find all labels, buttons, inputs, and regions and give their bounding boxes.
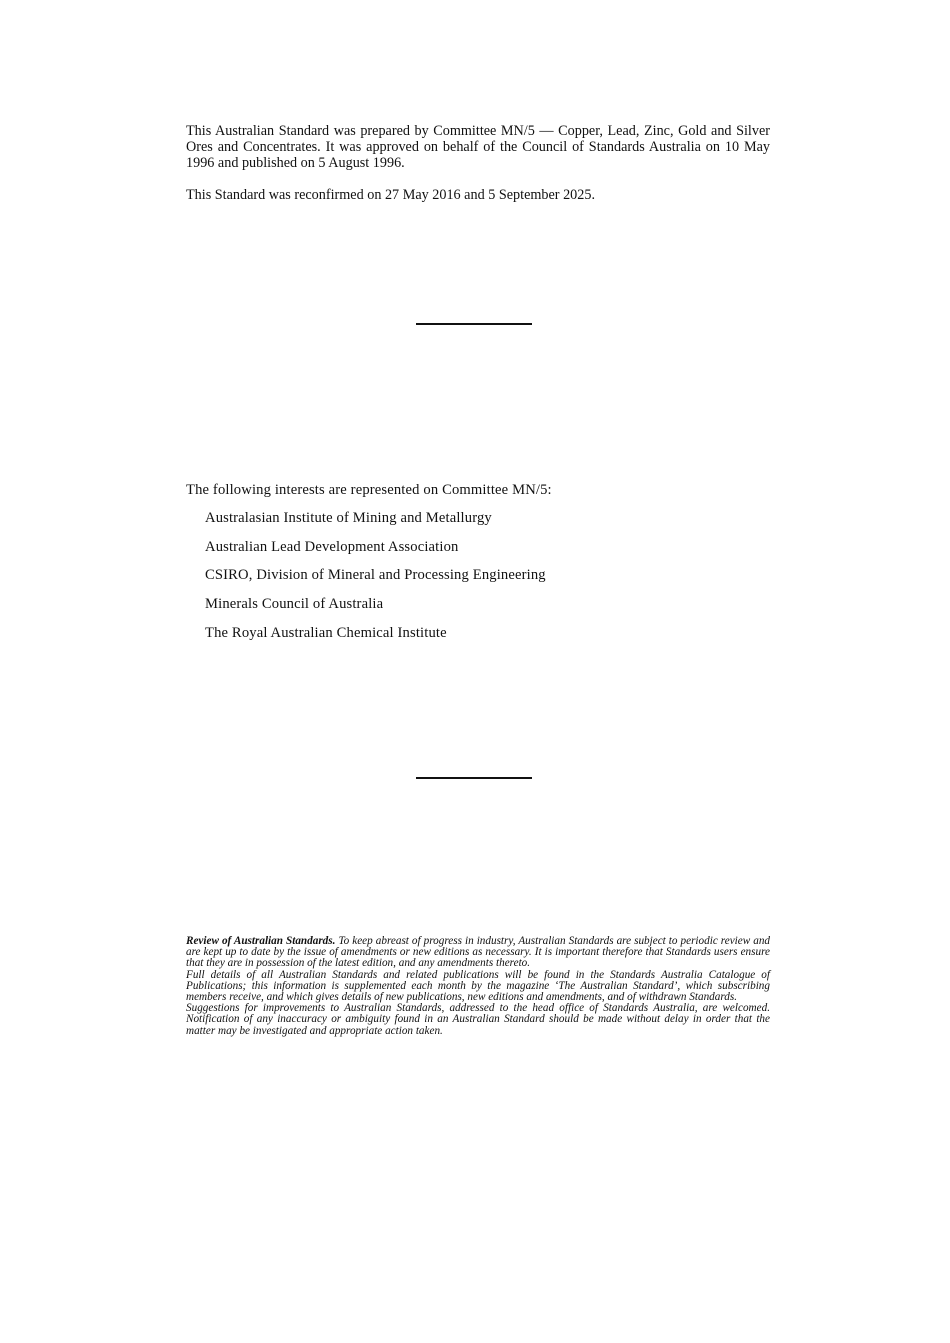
interests-heading: The following interests are represented on Committee MN/5: (186, 482, 552, 498)
preparation-statement: This Australian Standard was prepared by Committee MN/5 — Copper, Lead, Zinc, Gold and Silver Ores and Concentrates. It was approved on behalf of the Council of Standards Australia on 10 May 1996 and published on 5 August 1996. (186, 123, 770, 171)
interests-list (205, 510, 546, 653)
interest-item: The Royal Australian Chemical Institute (205, 624, 447, 641)
divider-rule-top (416, 323, 532, 325)
divider-rule-bottom (416, 777, 532, 779)
review-text-1: To keep abreast of progress in industry, Australian Standards are subject to periodic review and are kept up to date by the issue of amendments or new editions as necessary. It is important therefore that Standards users ensure that they are in possession of the latest edition, and any amendments thereto. (186, 935, 771, 970)
review-paragraph-3: Suggestions for improvements to Australian Standards, addressed to the head office of Standards Australia, are welcomed. Notification of any inaccuracy or ambiguity found in an Australian Standard should be made without delay in order that the matter may be investigated and appropriate action taken. (186, 1002, 770, 1037)
reconfirmation-statement: This Standard was reconfirmed on 27 May 2016 and 5 September 2025. (186, 187, 595, 203)
review-paragraph-2: Full details of all Australian Standards and related publications will be found in the Standards Australia Catalogue of Publications; this information is supplemented each month by the magazine ‘The Australian Standard’, which subscribing members receive, and which gives details of new publications, new editions and amendments, and of withdrawn Standards. (186, 968, 770, 1004)
review-lead: Review of Australian Standards. (186, 935, 336, 947)
review-paragraph-1 (186, 936, 770, 970)
review-notice (186, 936, 770, 1037)
interest-item: Australasian Institute of Mining and Metallurgy (205, 510, 492, 526)
interest-item: Minerals Council of Australia (205, 596, 384, 613)
interest-item: Australian Lead Development Association (205, 538, 459, 555)
interest-item: CSIRO, Division of Mineral and Processing Engineering (205, 567, 546, 584)
